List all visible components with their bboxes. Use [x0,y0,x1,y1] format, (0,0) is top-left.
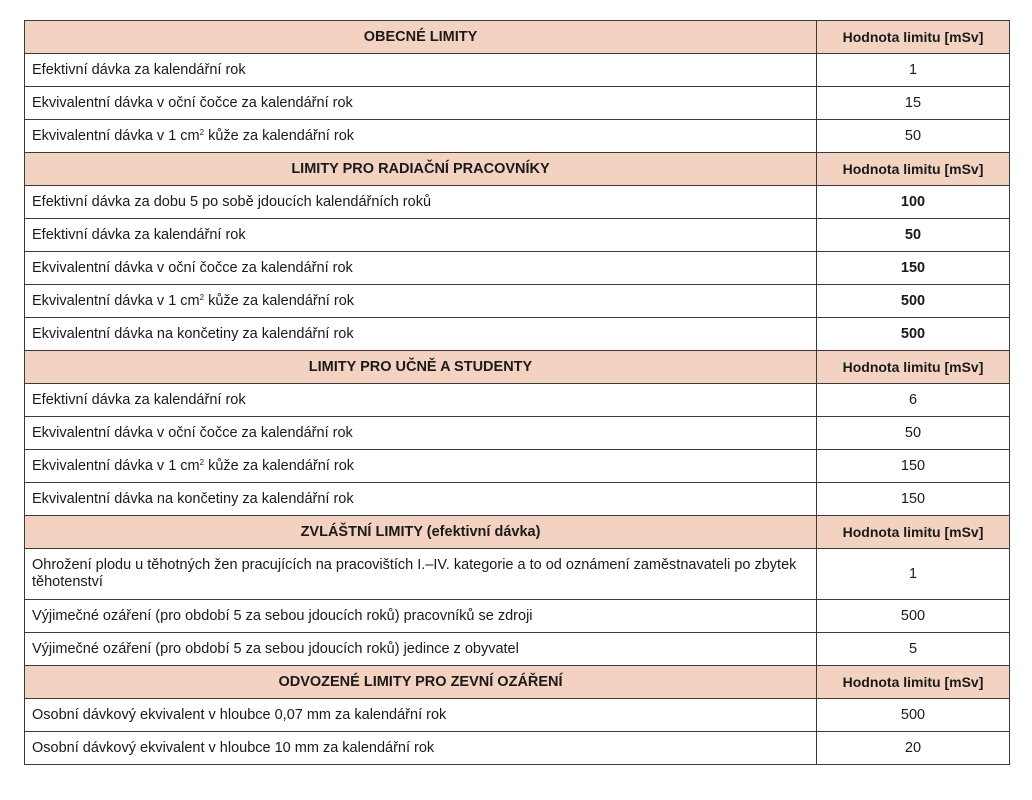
section-header-derived-limits [25,666,1010,699]
section-header-apprentices-students [25,351,1010,384]
row-value: 50 [817,417,1010,450]
table-row [25,318,1010,351]
row-label: Osobní dávkový ekvivalent v hloubce 0,07 mm za kalendářní rok [25,699,817,732]
table-row [25,186,1010,219]
unit-column-header: Hodnota limitu [mSv] [817,351,1010,384]
table-row [25,285,1010,318]
section-title: OBECNÉ LIMITY [25,21,817,54]
row-value: 50 [817,219,1010,252]
table-row [25,483,1010,516]
table-row [25,384,1010,417]
row-value: 20 [817,732,1010,765]
table-row [25,219,1010,252]
table-row [25,549,1010,600]
row-label-text: Ekvivalentní dávka v 1 cm [32,292,200,309]
row-value: 150 [817,252,1010,285]
table-row [25,699,1010,732]
table-row [25,450,1010,483]
unit-column-header: Hodnota limitu [mSv] [817,666,1010,699]
row-label: Ekvivalentní dávka v oční čočce za kalendářní rok [25,417,817,450]
row-label: Efektivní dávka za kalendářní rok [25,54,817,87]
section-title: LIMITY PRO RADIAČNÍ PRACOVNÍKY [25,153,817,186]
row-label: Efektivní dávka za kalendářní rok [25,219,817,252]
row-value: 1 [817,549,1010,600]
row-label: Ekvivalentní dávka na končetiny za kalendářní rok [25,483,817,516]
dose-limits-table [24,20,1010,765]
superscript-exponent: 2 [199,127,205,137]
table-row [25,600,1010,633]
table-row [25,87,1010,120]
superscript-exponent: 2 [199,457,205,467]
section-title: LIMITY PRO UČNĚ A STUDENTY [25,351,817,384]
section-header-radiation-workers [25,153,1010,186]
row-value: 150 [817,450,1010,483]
section-title: ZVLÁŠTNÍ LIMITY (efektivní dávka) [25,516,817,549]
row-value: 6 [817,384,1010,417]
row-label: Ekvivalentní dávka na končetiny za kalendářní rok [25,318,817,351]
row-label: Výjimečné ozáření (pro období 5 za sebou jdoucích roků) jedince z obyvatel [25,633,817,666]
row-value: 500 [817,285,1010,318]
row-label: Ekvivalentní dávka v oční čočce za kalendářní rok [25,87,817,120]
dose-limits-document [24,20,1009,765]
table-row [25,732,1010,765]
section-header-general-limits [25,21,1010,54]
table-row [25,252,1010,285]
row-label-text-rest: kůže za kalendářní rok [204,127,355,144]
section-title: ODVOZENÉ LIMITY PRO ZEVNÍ OZÁŘENÍ [25,666,817,699]
row-label-text-rest: kůže za kalendářní rok [204,292,355,309]
unit-column-header: Hodnota limitu [mSv] [817,21,1010,54]
row-label: Efektivní dávka za kalendářní rok [25,384,817,417]
row-label-text: Ekvivalentní dávka v 1 cm [32,127,200,144]
row-value: 500 [817,318,1010,351]
table-row [25,54,1010,87]
row-label-text-rest: kůže za kalendářní rok [204,457,355,474]
row-label: Výjimečné ozáření (pro období 5 za sebou jdoucích roků) pracovníků se zdroji [25,600,817,633]
row-label [25,285,817,318]
row-value: 5 [817,633,1010,666]
row-label [25,120,817,153]
row-value: 150 [817,483,1010,516]
row-value: 500 [817,600,1010,633]
table-row [25,417,1010,450]
table-row [25,633,1010,666]
unit-column-header: Hodnota limitu [mSv] [817,153,1010,186]
row-value: 1 [817,54,1010,87]
section-header-special-limits [25,516,1010,549]
row-value: 50 [817,120,1010,153]
row-label [25,450,817,483]
row-label: Ekvivalentní dávka v oční čočce za kalendářní rok [25,252,817,285]
row-value: 500 [817,699,1010,732]
row-label-text: Ekvivalentní dávka v 1 cm [32,457,200,474]
superscript-exponent: 2 [199,292,205,302]
row-value: 15 [817,87,1010,120]
unit-column-header: Hodnota limitu [mSv] [817,516,1010,549]
row-label: Osobní dávkový ekvivalent v hloubce 10 mm za kalendářní rok [25,732,817,765]
row-label: Ohrožení plodu u těhotných žen pracujících na pracovištích I.–IV. kategorie a to od oznámení zaměstnavateli po zbytek těhotenství [25,549,817,600]
row-label: Efektivní dávka za dobu 5 po sobě jdoucích kalendářních roků [25,186,817,219]
table-row [25,120,1010,153]
row-value: 100 [817,186,1010,219]
